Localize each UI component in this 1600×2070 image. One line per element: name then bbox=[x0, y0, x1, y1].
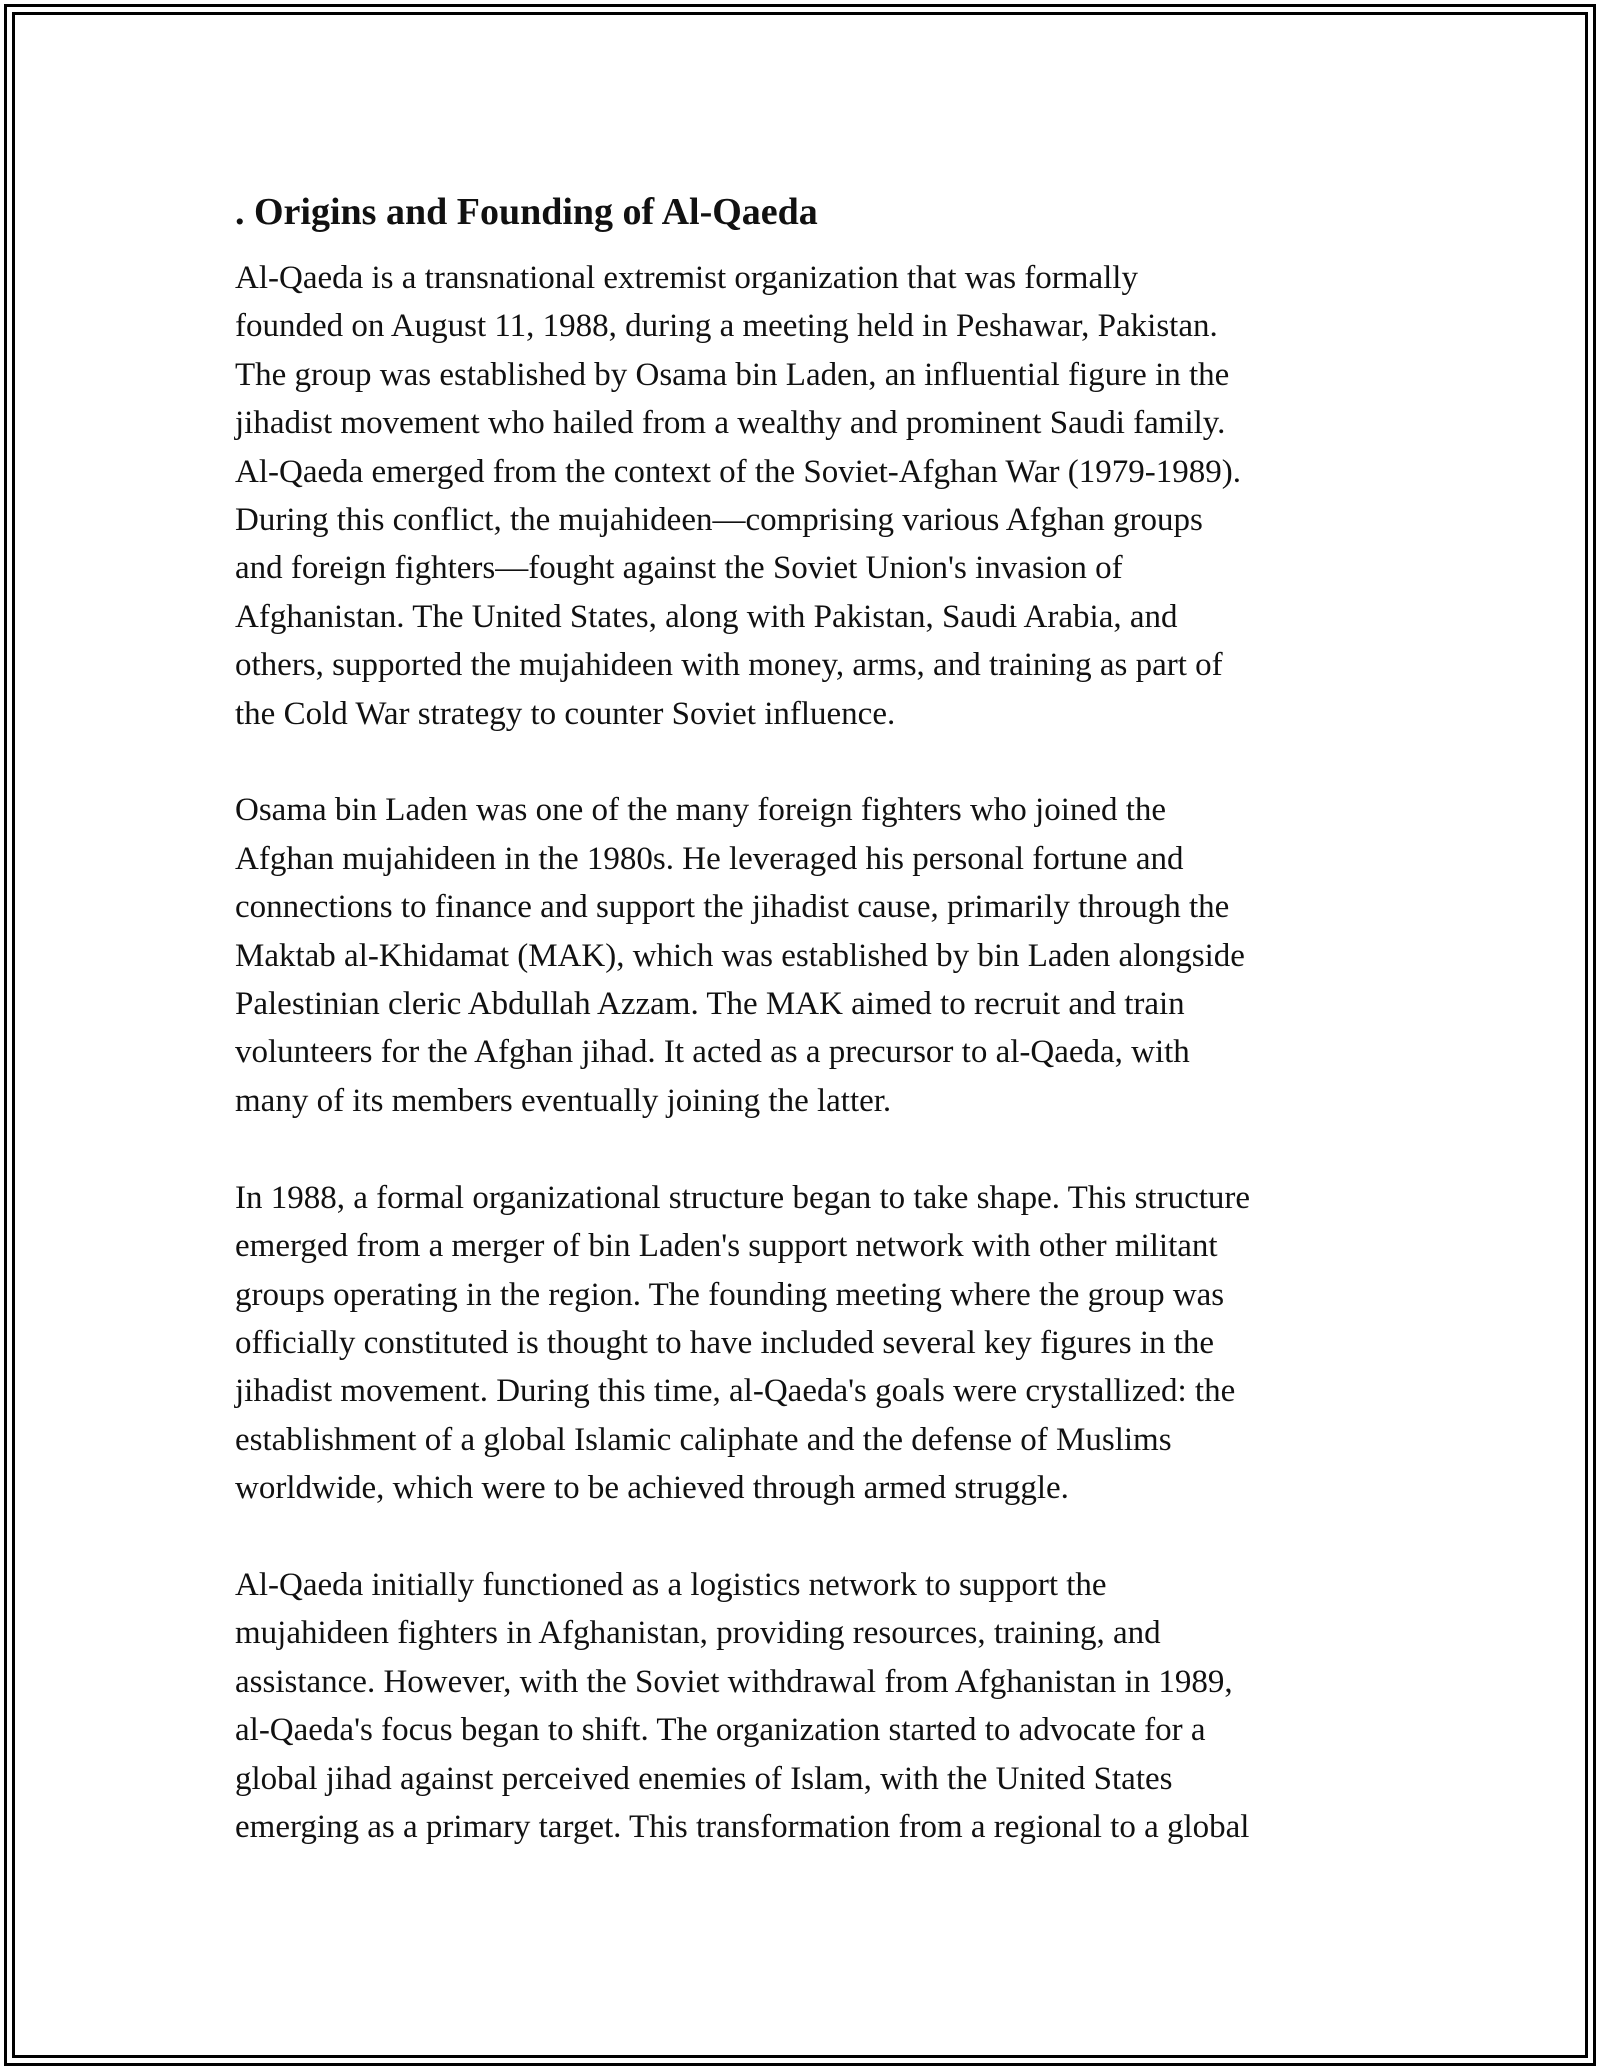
text-line: The group was established by Osama bin Laden, an influential figure in the bbox=[235, 356, 1230, 393]
paragraph-2 bbox=[235, 786, 1395, 1125]
text-line: establishment of a global Islamic caliphate and the defense of Muslims bbox=[235, 1421, 1172, 1458]
text-line: Al-Qaeda initially functioned as a logistics network to support the bbox=[235, 1566, 1107, 1603]
text-line: worldwide, which were to be achieved through armed struggle. bbox=[235, 1470, 1069, 1507]
text-line: Afghanistan. The United States, along with Pakistan, Saudi Arabia, and bbox=[235, 598, 1178, 635]
text-line: jihadist movement who hailed from a wealthy and prominent Saudi family. bbox=[235, 405, 1226, 442]
text-line: volunteers for the Afghan jihad. It acted as a precursor to al-Qaeda, with bbox=[235, 1034, 1190, 1071]
paragraph-4 bbox=[235, 1561, 1395, 1851]
section-heading: . Origins and Founding of Al-Qaeda bbox=[235, 191, 818, 233]
paragraph-3 bbox=[235, 1174, 1395, 1513]
text-line: In 1988, a formal organizational structure began to take shape. This structure bbox=[235, 1179, 1251, 1216]
text-line: Osama bin Laden was one of the many foreign fighters who joined the bbox=[235, 792, 1167, 829]
text-line: officially constituted is thought to have included several key figures in the bbox=[235, 1324, 1215, 1361]
text-line: al-Qaeda's focus began to shift. The organization started to advocate for a bbox=[235, 1712, 1206, 1749]
text-line: many of its members eventually joining the latter. bbox=[235, 1082, 892, 1119]
text-line: Al-Qaeda emerged from the context of the Soviet-Afghan War (1979-1989). bbox=[235, 453, 1241, 490]
text-line: emerged from a merger of bin Laden's support network with other militant bbox=[235, 1228, 1218, 1265]
text-line: connections to finance and support the jihadist cause, primarily through the bbox=[235, 889, 1230, 926]
text-line: Palestinian cleric Abdullah Azzam. The MAK aimed to recruit and train bbox=[235, 986, 1185, 1023]
text-line: global jihad against perceived enemies of Islam, with the United States bbox=[235, 1760, 1173, 1797]
paragraph-1 bbox=[235, 254, 1395, 738]
text-line: others, supported the mujahideen with money, arms, and training as part of bbox=[235, 647, 1223, 684]
text-line: groups operating in the region. The founding meeting where the group was bbox=[235, 1276, 1225, 1313]
text-line: Al-Qaeda is a transnational extremist organization that was formally bbox=[235, 260, 1138, 296]
text-line: founded on August 11, 1988, during a meeting held in Peshawar, Pakistan. bbox=[235, 308, 1218, 345]
text-line: Afghan mujahideen in the 1980s. He leveraged his personal fortune and bbox=[235, 840, 1184, 877]
text-line: jihadist movement. During this time, al-Qaeda's goals were crystallized: the bbox=[235, 1373, 1236, 1410]
text-line: During this conflict, the mujahideen—comprising various Afghan groups bbox=[235, 502, 1203, 539]
text-line: emerging as a primary target. This transformation from a regional to a global bbox=[235, 1808, 1250, 1845]
document-body bbox=[235, 186, 1395, 1900]
text-line: the Cold War strategy to counter Soviet influence. bbox=[235, 695, 896, 732]
text-line: assistance. However, with the Soviet withdrawal from Afghanistan in 1989, bbox=[235, 1663, 1233, 1700]
text-line: and foreign fighters—fought against the Soviet Union's invasion of bbox=[235, 550, 1123, 587]
text-line: mujahideen fighters in Afghanistan, providing resources, training, and bbox=[235, 1615, 1161, 1652]
text-line: Maktab al-Khidamat (MAK), which was established by bin Laden alongside bbox=[235, 937, 1245, 974]
